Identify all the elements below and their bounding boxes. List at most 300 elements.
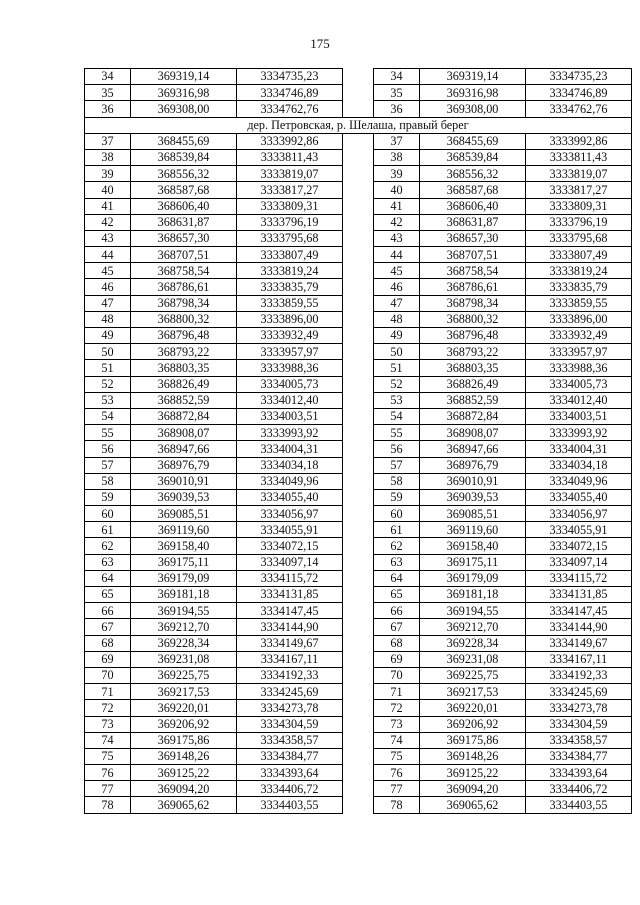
page-number: 175	[310, 36, 330, 51]
x-coordinate-cell: 368798,34	[131, 295, 237, 311]
point-number-cell: 72	[85, 700, 131, 716]
column-gap	[343, 279, 374, 295]
point-number-cell: 78	[85, 797, 131, 813]
x-coordinate-cell: 368606,40	[420, 198, 526, 214]
column-gap	[343, 538, 374, 554]
point-number-cell: 54	[85, 408, 131, 424]
table-row	[85, 489, 632, 505]
y-coordinate-cell: 3333988,36	[237, 360, 343, 376]
point-number-cell: 41	[85, 198, 131, 214]
x-coordinate-cell: 368793,22	[131, 344, 237, 360]
x-coordinate-cell: 368631,87	[420, 214, 526, 230]
point-number-cell: 47	[85, 295, 131, 311]
y-coordinate-cell: 3334735,23	[237, 69, 343, 85]
column-gap	[343, 392, 374, 408]
column-gap	[343, 457, 374, 473]
x-coordinate-cell: 369316,98	[420, 85, 526, 101]
table-row	[85, 328, 632, 344]
point-number-cell: 56	[85, 441, 131, 457]
y-coordinate-cell: 3333796,19	[237, 214, 343, 230]
table-row	[85, 667, 632, 683]
x-coordinate-cell: 368631,87	[131, 214, 237, 230]
x-coordinate-cell: 368872,84	[420, 408, 526, 424]
table-row	[85, 198, 632, 214]
column-gap	[343, 408, 374, 424]
y-coordinate-cell: 3334358,57	[237, 732, 343, 748]
y-coordinate-cell: 3333896,00	[526, 311, 632, 327]
y-coordinate-cell: 3334149,67	[526, 635, 632, 651]
table-row	[85, 570, 632, 586]
y-coordinate-cell: 3333859,55	[237, 295, 343, 311]
y-coordinate-cell: 3334192,33	[526, 667, 632, 683]
point-number-cell: 42	[374, 214, 420, 230]
point-number-cell: 36	[374, 101, 420, 117]
point-number-cell: 51	[374, 360, 420, 376]
point-number-cell: 63	[374, 554, 420, 570]
x-coordinate-cell: 369085,51	[131, 506, 237, 522]
point-number-cell: 37	[374, 133, 420, 149]
x-coordinate-cell: 369225,75	[131, 667, 237, 683]
point-number-cell: 48	[85, 311, 131, 327]
x-coordinate-cell: 368872,84	[131, 408, 237, 424]
y-coordinate-cell: 3334012,40	[526, 392, 632, 408]
column-gap	[343, 522, 374, 538]
x-coordinate-cell: 369010,91	[420, 473, 526, 489]
point-number-cell: 47	[374, 295, 420, 311]
x-coordinate-cell: 369231,08	[420, 651, 526, 667]
point-number-cell: 52	[85, 376, 131, 392]
x-coordinate-cell: 368852,59	[420, 392, 526, 408]
x-coordinate-cell: 369308,00	[420, 101, 526, 117]
x-coordinate-cell: 368539,84	[131, 149, 237, 165]
y-coordinate-cell: 3334384,77	[526, 748, 632, 764]
y-coordinate-cell: 3334012,40	[237, 392, 343, 408]
point-number-cell: 64	[374, 570, 420, 586]
y-coordinate-cell: 3334072,15	[237, 538, 343, 554]
point-number-cell: 57	[374, 457, 420, 473]
x-coordinate-cell: 369148,26	[420, 748, 526, 764]
x-coordinate-cell: 368976,79	[131, 457, 237, 473]
column-gap	[343, 441, 374, 457]
table-row	[85, 765, 632, 781]
column-gap	[343, 603, 374, 619]
point-number-cell: 74	[85, 732, 131, 748]
column-gap	[343, 651, 374, 667]
y-coordinate-cell: 3334055,91	[237, 522, 343, 538]
point-number-cell: 59	[374, 489, 420, 505]
section-caption: дер. Петровская, р. Шелаша, правый берег	[85, 117, 632, 133]
y-coordinate-cell: 3333835,79	[526, 279, 632, 295]
y-coordinate-cell: 3333809,31	[237, 198, 343, 214]
point-number-cell: 67	[374, 619, 420, 635]
column-gap	[343, 554, 374, 570]
table-row	[85, 684, 632, 700]
point-number-cell: 51	[85, 360, 131, 376]
y-coordinate-cell: 3333859,55	[526, 295, 632, 311]
point-number-cell: 74	[374, 732, 420, 748]
column-gap	[343, 716, 374, 732]
table-row	[85, 716, 632, 732]
point-number-cell: 73	[374, 716, 420, 732]
x-coordinate-cell: 369212,70	[131, 619, 237, 635]
table-row	[85, 408, 632, 424]
point-number-cell: 50	[85, 344, 131, 360]
column-gap	[343, 133, 374, 149]
table-row	[85, 101, 632, 117]
x-coordinate-cell: 369206,92	[131, 716, 237, 732]
y-coordinate-cell: 3333932,49	[526, 328, 632, 344]
column-gap	[343, 506, 374, 522]
table-row	[85, 69, 632, 85]
y-coordinate-cell: 3334406,72	[237, 781, 343, 797]
point-number-cell: 72	[374, 700, 420, 716]
table-row	[85, 279, 632, 295]
x-coordinate-cell: 368556,32	[420, 166, 526, 182]
x-coordinate-cell: 369175,86	[131, 732, 237, 748]
x-coordinate-cell: 369308,00	[131, 101, 237, 117]
x-coordinate-cell: 369148,26	[131, 748, 237, 764]
table-row	[85, 700, 632, 716]
y-coordinate-cell: 3333795,68	[526, 230, 632, 246]
y-coordinate-cell: 3333819,07	[237, 166, 343, 182]
y-coordinate-cell: 3334055,40	[526, 489, 632, 505]
point-number-cell: 69	[85, 651, 131, 667]
y-coordinate-cell: 3334005,73	[526, 376, 632, 392]
point-number-cell: 76	[85, 765, 131, 781]
x-coordinate-cell: 368786,61	[131, 279, 237, 295]
column-gap	[343, 230, 374, 246]
y-coordinate-cell: 3334167,11	[237, 651, 343, 667]
point-number-cell: 66	[374, 603, 420, 619]
y-coordinate-cell: 3333992,86	[526, 133, 632, 149]
x-coordinate-cell: 369194,55	[131, 603, 237, 619]
column-gap	[343, 667, 374, 683]
point-number-cell: 65	[374, 587, 420, 603]
point-number-cell: 71	[85, 684, 131, 700]
x-coordinate-cell: 368852,59	[131, 392, 237, 408]
column-gap	[343, 360, 374, 376]
y-coordinate-cell: 3333988,36	[526, 360, 632, 376]
point-number-cell: 56	[374, 441, 420, 457]
table-row	[85, 457, 632, 473]
table-row	[85, 392, 632, 408]
point-number-cell: 77	[374, 781, 420, 797]
x-coordinate-cell: 369181,18	[131, 587, 237, 603]
column-gap	[343, 198, 374, 214]
y-coordinate-cell: 3334149,67	[237, 635, 343, 651]
y-coordinate-cell: 3334304,59	[237, 716, 343, 732]
point-number-cell: 70	[374, 667, 420, 683]
x-coordinate-cell: 369065,62	[131, 797, 237, 813]
point-number-cell: 75	[85, 748, 131, 764]
y-coordinate-cell: 3334049,96	[237, 473, 343, 489]
x-coordinate-cell: 368707,51	[131, 247, 237, 263]
x-coordinate-cell: 368947,66	[420, 441, 526, 457]
column-gap	[343, 732, 374, 748]
y-coordinate-cell: 3334055,91	[526, 522, 632, 538]
column-gap	[343, 587, 374, 603]
point-number-cell: 52	[374, 376, 420, 392]
point-number-cell: 53	[374, 392, 420, 408]
point-number-cell: 59	[85, 489, 131, 505]
table-row	[85, 554, 632, 570]
table-row	[85, 85, 632, 101]
table-row	[85, 344, 632, 360]
point-number-cell: 64	[85, 570, 131, 586]
column-gap	[343, 101, 374, 117]
point-number-cell: 44	[85, 247, 131, 263]
point-number-cell: 70	[85, 667, 131, 683]
x-coordinate-cell: 369220,01	[420, 700, 526, 716]
y-coordinate-cell: 3334245,69	[526, 684, 632, 700]
table-row	[85, 360, 632, 376]
x-coordinate-cell: 369085,51	[420, 506, 526, 522]
point-number-cell: 49	[374, 328, 420, 344]
y-coordinate-cell: 3334746,89	[237, 85, 343, 101]
x-coordinate-cell: 369316,98	[131, 85, 237, 101]
x-coordinate-cell: 369175,86	[420, 732, 526, 748]
point-number-cell: 39	[374, 166, 420, 182]
y-coordinate-cell: 3334034,18	[237, 457, 343, 473]
point-number-cell: 78	[374, 797, 420, 813]
point-number-cell: 71	[374, 684, 420, 700]
y-coordinate-cell: 3334056,97	[237, 506, 343, 522]
x-coordinate-cell: 369125,22	[420, 765, 526, 781]
x-coordinate-cell: 369175,11	[420, 554, 526, 570]
x-coordinate-cell: 368556,32	[131, 166, 237, 182]
point-number-cell: 35	[374, 85, 420, 101]
x-coordinate-cell: 369119,60	[131, 522, 237, 538]
column-gap	[343, 85, 374, 101]
y-coordinate-cell: 3334144,90	[526, 619, 632, 635]
y-coordinate-cell: 3334735,23	[526, 69, 632, 85]
point-number-cell: 44	[374, 247, 420, 263]
point-number-cell: 63	[85, 554, 131, 570]
y-coordinate-cell: 3334034,18	[526, 457, 632, 473]
table-row	[85, 797, 632, 813]
table-row	[85, 376, 632, 392]
x-coordinate-cell: 369179,09	[131, 570, 237, 586]
column-gap	[343, 765, 374, 781]
y-coordinate-cell: 3334403,55	[526, 797, 632, 813]
y-coordinate-cell: 3333807,49	[237, 247, 343, 263]
x-coordinate-cell: 369225,75	[420, 667, 526, 683]
y-coordinate-cell: 3334273,78	[526, 700, 632, 716]
x-coordinate-cell: 368798,34	[420, 295, 526, 311]
column-gap	[343, 247, 374, 263]
x-coordinate-cell: 369319,14	[420, 69, 526, 85]
column-gap	[343, 182, 374, 198]
column-gap	[343, 473, 374, 489]
y-coordinate-cell: 3334393,64	[526, 765, 632, 781]
x-coordinate-cell: 368976,79	[420, 457, 526, 473]
y-coordinate-cell: 3333807,49	[526, 247, 632, 263]
y-coordinate-cell: 3333795,68	[237, 230, 343, 246]
point-number-cell: 50	[374, 344, 420, 360]
y-coordinate-cell: 3333957,97	[526, 344, 632, 360]
column-gap	[343, 684, 374, 700]
x-coordinate-cell: 369217,53	[420, 684, 526, 700]
y-coordinate-cell: 3333796,19	[526, 214, 632, 230]
section-caption-row	[85, 117, 632, 133]
y-coordinate-cell: 3333809,31	[526, 198, 632, 214]
y-coordinate-cell: 3334273,78	[237, 700, 343, 716]
x-coordinate-cell: 368539,84	[420, 149, 526, 165]
x-coordinate-cell: 369094,20	[131, 781, 237, 797]
x-coordinate-cell: 369194,55	[420, 603, 526, 619]
point-number-cell: 65	[85, 587, 131, 603]
table-row	[85, 603, 632, 619]
x-coordinate-cell: 369039,53	[131, 489, 237, 505]
x-coordinate-cell: 369010,91	[131, 473, 237, 489]
y-coordinate-cell: 3334049,96	[526, 473, 632, 489]
y-coordinate-cell: 3334003,51	[237, 408, 343, 424]
y-coordinate-cell: 3334115,72	[526, 570, 632, 586]
column-gap	[343, 295, 374, 311]
y-coordinate-cell: 3334167,11	[526, 651, 632, 667]
y-coordinate-cell: 3334056,97	[526, 506, 632, 522]
x-coordinate-cell: 369119,60	[420, 522, 526, 538]
y-coordinate-cell: 3334097,14	[526, 554, 632, 570]
point-number-cell: 55	[374, 425, 420, 441]
point-number-cell: 54	[374, 408, 420, 424]
table-row	[85, 473, 632, 489]
point-number-cell: 39	[85, 166, 131, 182]
x-coordinate-cell: 368455,69	[131, 133, 237, 149]
point-number-cell: 43	[85, 230, 131, 246]
x-coordinate-cell: 369220,01	[131, 700, 237, 716]
table-row	[85, 522, 632, 538]
y-coordinate-cell: 3334746,89	[526, 85, 632, 101]
table-row	[85, 133, 632, 149]
point-number-cell: 76	[374, 765, 420, 781]
x-coordinate-cell: 368587,68	[420, 182, 526, 198]
y-coordinate-cell: 3333957,97	[237, 344, 343, 360]
x-coordinate-cell: 368793,22	[420, 344, 526, 360]
x-coordinate-cell: 369206,92	[420, 716, 526, 732]
y-coordinate-cell: 3334055,40	[237, 489, 343, 505]
y-coordinate-cell: 3334406,72	[526, 781, 632, 797]
y-coordinate-cell: 3334097,14	[237, 554, 343, 570]
y-coordinate-cell: 3334147,45	[526, 603, 632, 619]
point-number-cell: 62	[85, 538, 131, 554]
point-number-cell: 43	[374, 230, 420, 246]
point-number-cell: 45	[85, 263, 131, 279]
y-coordinate-cell: 3334131,85	[526, 587, 632, 603]
table-row	[85, 214, 632, 230]
point-number-cell: 53	[85, 392, 131, 408]
point-number-cell: 77	[85, 781, 131, 797]
point-number-cell: 38	[85, 149, 131, 165]
y-coordinate-cell: 3334245,69	[237, 684, 343, 700]
x-coordinate-cell: 369181,18	[420, 587, 526, 603]
column-gap	[343, 328, 374, 344]
x-coordinate-cell: 368800,32	[420, 311, 526, 327]
table-row	[85, 230, 632, 246]
y-coordinate-cell: 3333819,07	[526, 166, 632, 182]
y-coordinate-cell: 3333993,92	[237, 425, 343, 441]
x-coordinate-cell: 368587,68	[131, 182, 237, 198]
y-coordinate-cell: 3334003,51	[526, 408, 632, 424]
y-coordinate-cell: 3333811,43	[526, 149, 632, 165]
x-coordinate-cell: 368826,49	[131, 376, 237, 392]
column-gap	[343, 570, 374, 586]
point-number-cell: 36	[85, 101, 131, 117]
table-row	[85, 166, 632, 182]
column-gap	[343, 781, 374, 797]
x-coordinate-cell: 368657,30	[131, 230, 237, 246]
table-row	[85, 149, 632, 165]
point-number-cell: 46	[85, 279, 131, 295]
point-number-cell: 40	[85, 182, 131, 198]
table-row	[85, 587, 632, 603]
x-coordinate-cell: 368455,69	[420, 133, 526, 149]
x-coordinate-cell: 368947,66	[131, 441, 237, 457]
y-coordinate-cell: 3334304,59	[526, 716, 632, 732]
x-coordinate-cell: 368758,54	[420, 263, 526, 279]
y-coordinate-cell: 3334147,45	[237, 603, 343, 619]
point-number-cell: 68	[85, 635, 131, 651]
table-row	[85, 651, 632, 667]
table-row	[85, 748, 632, 764]
table-row	[85, 441, 632, 457]
table-row	[85, 247, 632, 263]
point-number-cell: 37	[85, 133, 131, 149]
x-coordinate-cell: 368707,51	[420, 247, 526, 263]
x-coordinate-cell: 369217,53	[131, 684, 237, 700]
point-number-cell: 66	[85, 603, 131, 619]
y-coordinate-cell: 3334762,76	[526, 101, 632, 117]
point-number-cell: 40	[374, 182, 420, 198]
point-number-cell: 34	[85, 69, 131, 85]
x-coordinate-cell: 368758,54	[131, 263, 237, 279]
x-coordinate-cell: 369158,40	[420, 538, 526, 554]
y-coordinate-cell: 3334144,90	[237, 619, 343, 635]
point-number-cell: 61	[85, 522, 131, 538]
y-coordinate-cell: 3333896,00	[237, 311, 343, 327]
y-coordinate-cell: 3334192,33	[237, 667, 343, 683]
y-coordinate-cell: 3334004,31	[526, 441, 632, 457]
column-gap	[343, 214, 374, 230]
column-gap	[343, 376, 374, 392]
point-number-cell: 41	[374, 198, 420, 214]
table-row	[85, 182, 632, 198]
x-coordinate-cell: 369228,34	[420, 635, 526, 651]
column-gap	[343, 748, 374, 764]
column-gap	[343, 489, 374, 505]
column-gap	[343, 149, 374, 165]
x-coordinate-cell: 368657,30	[420, 230, 526, 246]
y-coordinate-cell: 3333993,92	[526, 425, 632, 441]
x-coordinate-cell: 368786,61	[420, 279, 526, 295]
column-gap	[343, 166, 374, 182]
y-coordinate-cell: 3333817,27	[526, 182, 632, 198]
column-gap	[343, 700, 374, 716]
table-row	[85, 263, 632, 279]
point-number-cell: 68	[374, 635, 420, 651]
column-gap	[343, 311, 374, 327]
coordinates-table	[84, 68, 632, 814]
column-gap	[343, 425, 374, 441]
column-gap	[343, 797, 374, 813]
x-coordinate-cell: 368803,35	[420, 360, 526, 376]
point-number-cell: 38	[374, 149, 420, 165]
table-row	[85, 635, 632, 651]
x-coordinate-cell: 368606,40	[131, 198, 237, 214]
point-number-cell: 58	[85, 473, 131, 489]
y-coordinate-cell: 3334384,77	[237, 748, 343, 764]
column-gap	[343, 619, 374, 635]
